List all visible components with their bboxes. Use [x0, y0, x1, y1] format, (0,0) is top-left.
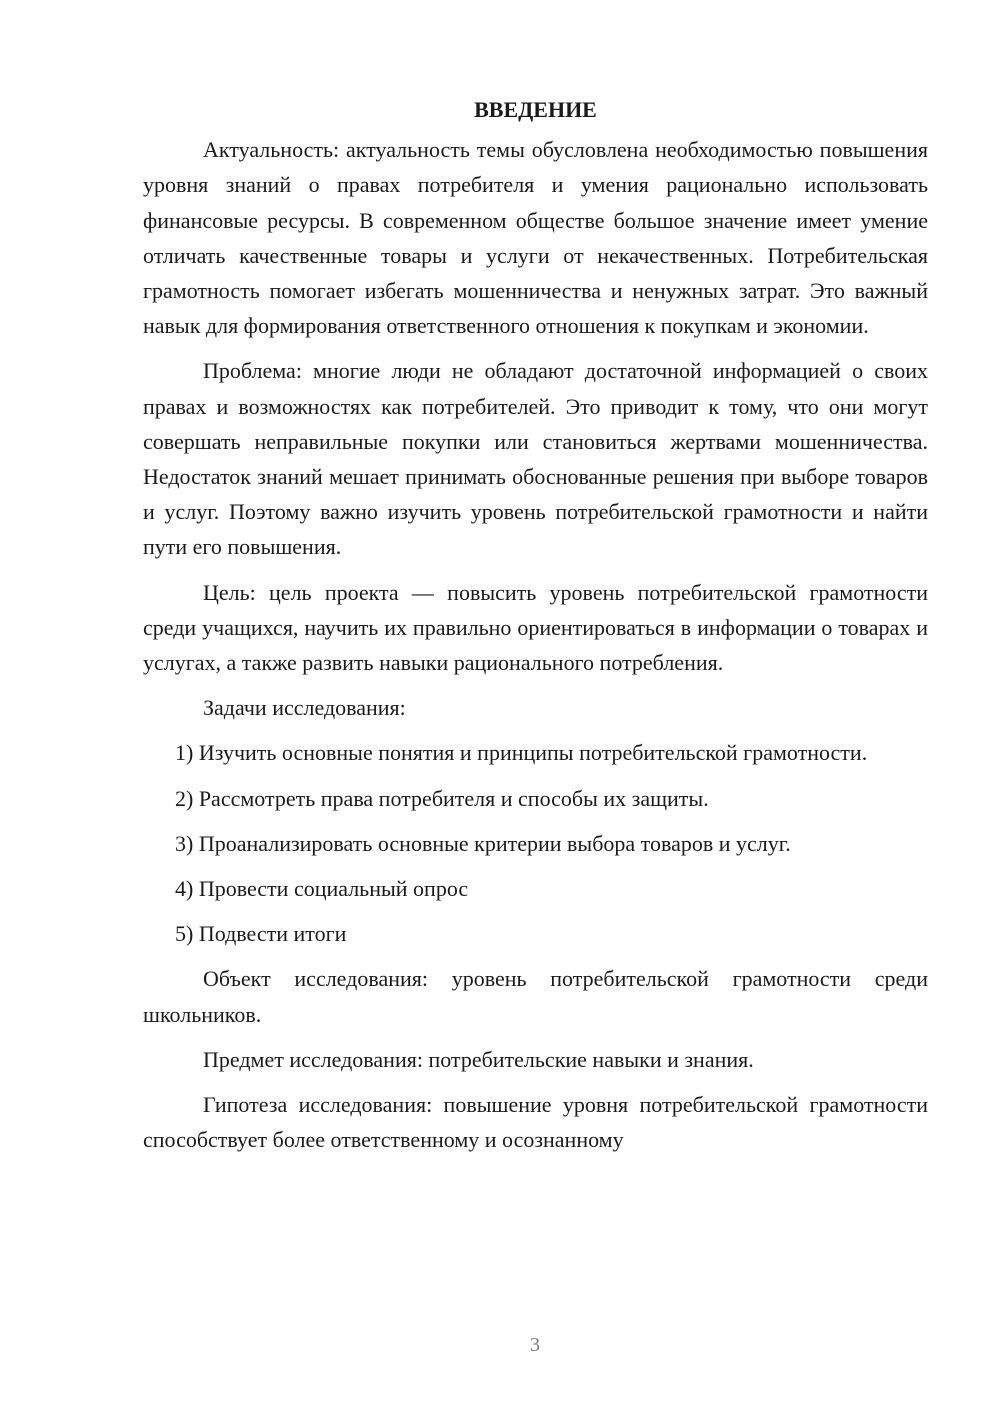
problem-paragraph: Проблема: многие люди не обладают достаточной информацией о своих правах и возможностях как потребителей. Это приводит к тому, что они могут совершать неправильные покупки или становиться жертвами мошенничества. Недостаток знаний мешает принимать обоснованные решения при выборе товаров и услуг. Поэтому важно изучить уровень потребительской грамотности и найти пути его повышения. [143, 358, 928, 560]
tasks-heading: Задачи исследования: [203, 695, 406, 721]
task-item-3: 3) Проанализировать основные критерии выбора товаров и услуг. [175, 830, 791, 856]
hypothesis-paragraph: Гипотеза исследования: повышение уровня потребительской грамотности способствует более ответственному и осознанному [143, 1092, 928, 1153]
task-item-5: 5) Подвести итоги [175, 921, 347, 947]
object-paragraph: Объект исследования: уровень потребительской грамотности среди школьников. [143, 966, 928, 1027]
relevance-paragraph: Актуальность: актуальность темы обусловлена необходимостью повышения уровня знаний о правах потребителя и умения рационально использовать финансовые ресурсы. В современном обществе большое значение имеет умение отличать качественные товары и услуги от некачественных. Потребительская грамотность помогает избегать мошенничества и ненужных затрат. Это важный навык для формирования ответственного отношения к покупкам и экономии. [143, 137, 928, 339]
subject-paragraph: Предмет исследования: потребительские навыки и знания. [203, 1046, 754, 1072]
task-item-1: 1) Изучить основные понятия и принципы потребительской грамотности. [175, 740, 868, 766]
goal-paragraph: Цель: цель проекта — повысить уровень потребительской грамотности среди учащихся, научить их правильно ориентироваться в информации о товарах и услугах, а также развить навыки рационального потребления. [143, 579, 928, 676]
section-title: ВВЕДЕНИЕ [474, 97, 597, 122]
task-item-2: 2) Рассмотреть права потребителя и способы их защиты. [175, 785, 709, 811]
page-content [143, 92, 928, 1157]
page-number: 3 [530, 1334, 540, 1356]
task-item-4: 4) Провести социальный опрос [175, 876, 469, 902]
